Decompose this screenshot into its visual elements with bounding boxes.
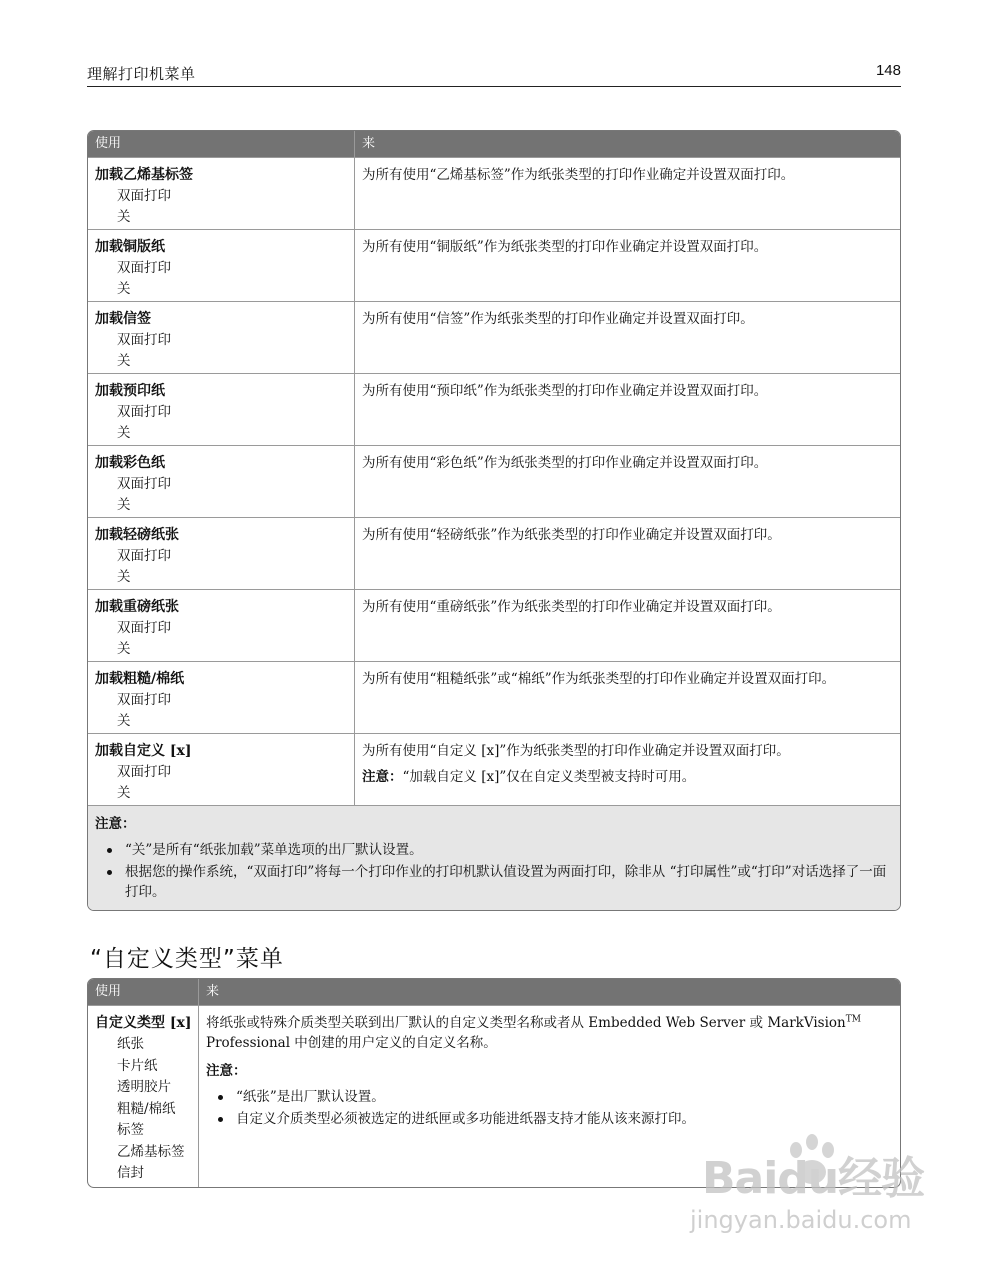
cell-note [362, 767, 894, 787]
description-cell: 为所有使用“预印纸”作为纸张类型的打印作业确定并设置双面打印。 [362, 383, 768, 399]
table-header [88, 979, 900, 1005]
menu-option: 乙烯基标签 [117, 1143, 185, 1160]
note-label: 注意： [362, 769, 403, 785]
menu-cell [88, 734, 355, 805]
menu-option: 关 [117, 785, 131, 801]
note-bullet: 自定义介质类型必须被选定的进纸匣或多功能进纸器支持才能从该来源打印。 [206, 1109, 894, 1129]
menu-option: 双面打印 [117, 188, 171, 204]
table-row [88, 661, 900, 733]
menu-cell [88, 374, 355, 445]
menu-item-name: 加载自定义 [x] [95, 743, 192, 759]
menu-cell [88, 302, 355, 373]
description-cell: 为所有使用“重磅纸张”作为纸张类型的打印作业确定并设置双面打印。 [362, 599, 781, 615]
menu-option: 双面打印 [117, 332, 171, 348]
watermark-url: jingyan.baidu.com [690, 1206, 912, 1234]
table-row [88, 589, 900, 661]
note-bullet: “纸张”是出厂默认设置。 [206, 1087, 894, 1107]
menu-option: 关 [117, 569, 131, 585]
menu-option: 双面打印 [117, 620, 171, 636]
table-row [88, 517, 900, 589]
table-row [88, 445, 900, 517]
menu-option: 双面打印 [117, 260, 171, 276]
menu-option: 关 [117, 353, 131, 369]
note-label: 注意： [95, 816, 136, 832]
header-to: 来 [206, 984, 220, 999]
menu-item-name: 自定义类型 [x] [95, 1015, 192, 1031]
note-list [95, 840, 892, 902]
description-cell [355, 734, 900, 805]
description-cell: 为所有使用“轻磅纸张”作为纸张类型的打印作业确定并设置双面打印。 [362, 527, 781, 543]
menu-option: 卡片纸 [117, 1057, 158, 1074]
trademark-superscript: TM [845, 1014, 861, 1025]
menu-option: 关 [117, 281, 131, 297]
running-title: 理解打印机菜单 [87, 65, 196, 83]
menu-option: 信封 [117, 1165, 144, 1181]
note-text: “加载自定义 [x]”仅在自定义类型被支持时可用。 [402, 769, 696, 785]
table-row [88, 301, 900, 373]
table-header [88, 131, 900, 157]
table-footer-note [88, 805, 900, 910]
note-label: 注意： [206, 1063, 247, 1079]
menu-option: 关 [117, 497, 131, 513]
menu-cell [88, 230, 355, 301]
baidu-watermark [690, 1138, 940, 1248]
table-row [88, 733, 900, 805]
description-part-1: 将纸张或特殊介质类型关联到出厂默认的自定义类型名称或者从 Embedded Web Server 或 MarkVision [206, 1015, 846, 1031]
paper-loading-table [87, 130, 901, 911]
description-text: 为所有使用“自定义 [x]”作为纸张类型的打印作业确定并设置双面打印。 [362, 743, 790, 759]
menu-option: 关 [117, 641, 131, 657]
description-cell: 为所有使用“铜版纸”作为纸张类型的打印作业确定并设置双面打印。 [362, 239, 768, 255]
menu-option: 双面打印 [117, 476, 171, 492]
section-heading: “自定义类型”菜单 [90, 946, 284, 972]
menu-item-name: 加载铜版纸 [95, 239, 165, 255]
table-row [88, 229, 900, 301]
cell-note [206, 1061, 894, 1081]
menu-cell [88, 158, 355, 229]
description-text [206, 1013, 894, 1053]
note-bullet: 根据您的操作系统，“双面打印”将每一个打印作业的打印机默认值设置为两面打印，除非从 “打印属性”或“打印”对话选择了一面打印。 [95, 862, 892, 902]
menu-item-name: 加载粗糙/棉纸 [95, 671, 185, 687]
page-header [87, 62, 901, 87]
table-row [88, 157, 900, 229]
menu-option: 透明胶片 [117, 1079, 171, 1095]
table-row [88, 373, 900, 445]
description-cell: 为所有使用“彩色纸”作为纸张类型的打印作业确定并设置双面打印。 [362, 455, 768, 471]
page-number: 148 [875, 62, 901, 79]
header-to: 来 [362, 136, 376, 151]
menu-cell [88, 590, 355, 661]
menu-item-name: 加载信签 [95, 311, 151, 327]
menu-option: 双面打印 [117, 404, 171, 420]
menu-option: 关 [117, 425, 131, 441]
menu-cell [88, 1006, 199, 1187]
menu-option: 粗糙/棉纸 [117, 1100, 176, 1117]
watermark-logo: Baidu经验 [702, 1153, 925, 1204]
menu-option: 双面打印 [117, 692, 171, 708]
menu-item-name: 加载彩色纸 [95, 455, 165, 471]
header-use: 使用 [88, 979, 199, 1005]
description-cell: 为所有使用“乙烯基标签”作为纸张类型的打印作业确定并设置双面打印。 [362, 167, 795, 183]
menu-item-name: 加载重磅纸张 [95, 599, 179, 615]
menu-option: 标签 [117, 1122, 144, 1138]
menu-item-name: 加载预印纸 [95, 383, 165, 399]
description-cell: 为所有使用“信签”作为纸张类型的打印作业确定并设置双面打印。 [362, 311, 754, 327]
menu-cell [88, 446, 355, 517]
menu-cell [88, 518, 355, 589]
menu-option: 双面打印 [117, 764, 171, 780]
description-cell: 为所有使用“粗糙纸张”或“棉纸”作为纸张类型的打印作业确定并设置双面打印。 [362, 671, 836, 687]
note-bullet: “关”是所有“纸张加载”菜单选项的出厂默认设置。 [95, 840, 892, 860]
menu-item-name: 加载乙烯基标签 [95, 167, 193, 183]
description-part-2: Professional 中创建的用户定义的自定义名称。 [206, 1035, 497, 1051]
menu-option: 纸张 [117, 1036, 144, 1052]
menu-option: 关 [117, 713, 131, 729]
menu-option: 关 [117, 209, 131, 225]
menu-cell [88, 662, 355, 733]
header-use: 使用 [88, 131, 355, 157]
note-list [206, 1087, 894, 1129]
menu-option: 双面打印 [117, 548, 171, 564]
menu-item-name: 加载轻磅纸张 [95, 527, 179, 543]
